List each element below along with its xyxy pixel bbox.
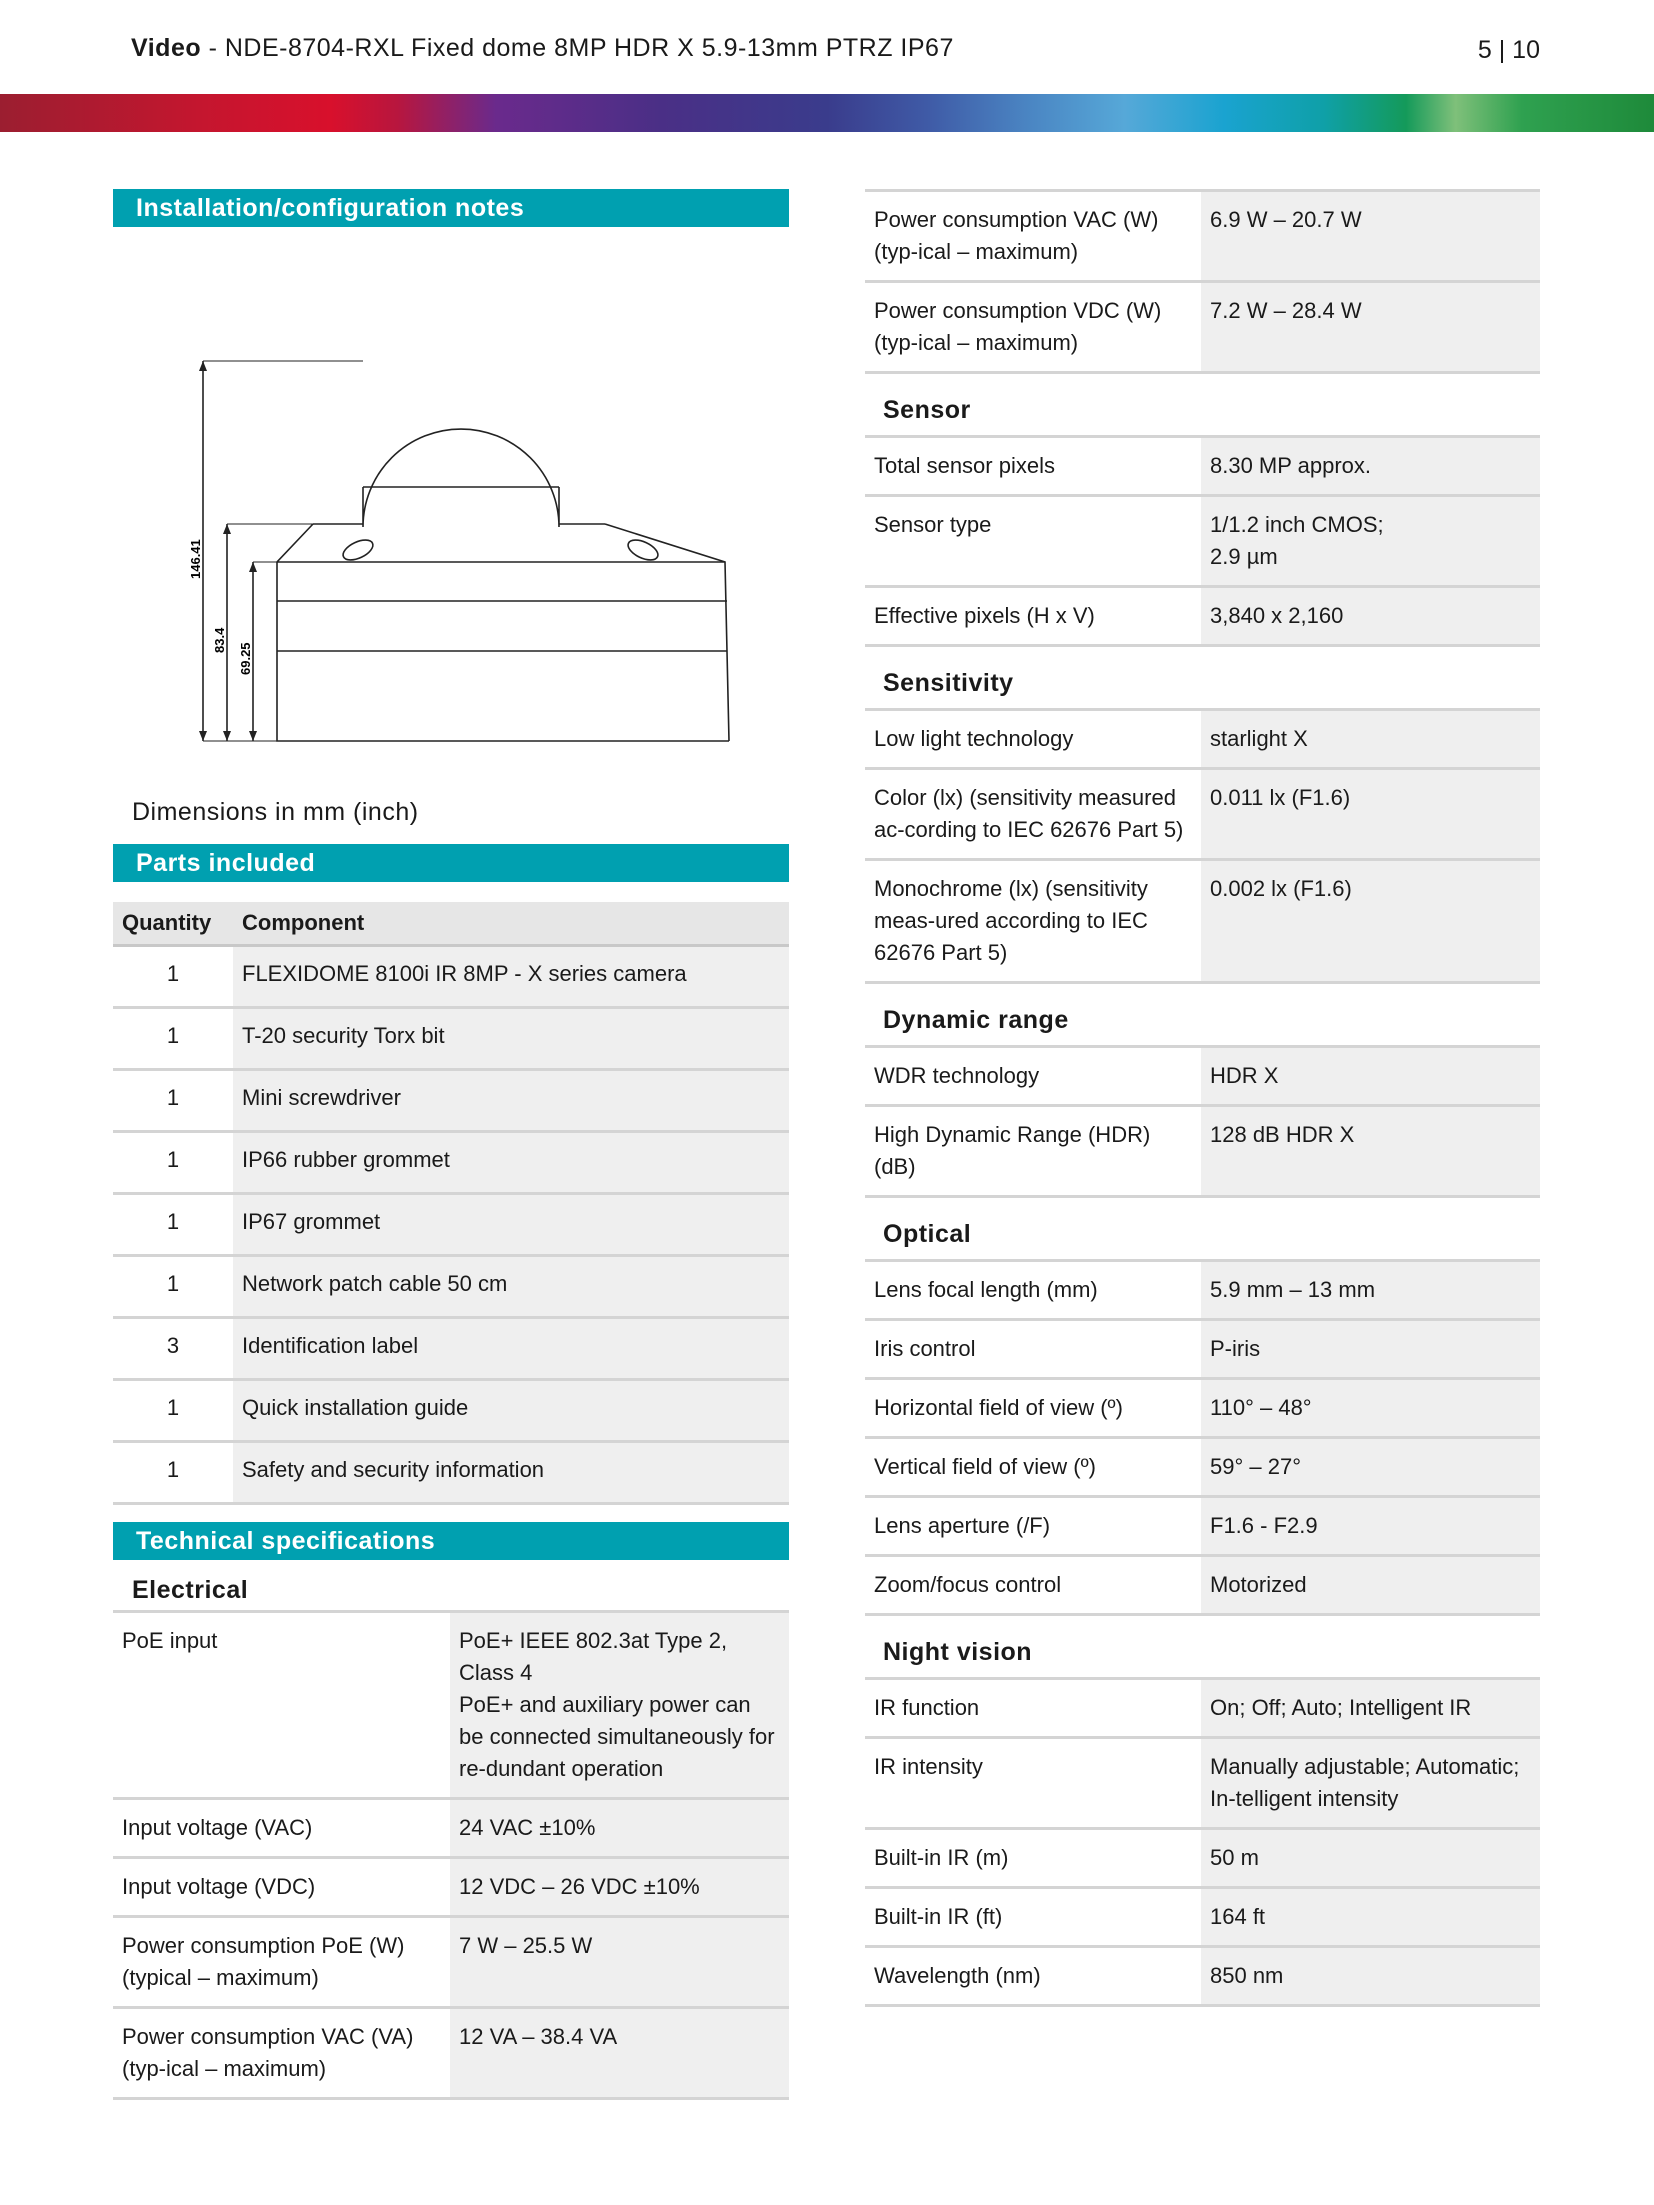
part-component: IP66 rubber grommet xyxy=(233,1132,789,1194)
spec-section-title: Sensitivity xyxy=(865,647,1540,711)
parts-row xyxy=(113,1132,789,1194)
spec-label: Horizontal field of view (º) xyxy=(865,1379,1201,1438)
part-component: Identification label xyxy=(233,1318,789,1380)
spec-section-title: Night vision xyxy=(865,1616,1540,1680)
dim-label-base-height: 69.25 xyxy=(238,642,253,675)
spec-label: Low light technology xyxy=(865,711,1201,769)
part-component: Quick installation guide xyxy=(233,1380,789,1442)
page-header xyxy=(131,34,954,63)
spec-label: High Dynamic Range (HDR) (dB) xyxy=(865,1106,1201,1197)
part-component: Mini screwdriver xyxy=(233,1070,789,1132)
parts-row xyxy=(113,1256,789,1318)
spec-row xyxy=(865,438,1540,496)
spec-section-table xyxy=(865,711,1540,984)
spec-row xyxy=(865,1262,1540,1320)
parts-row xyxy=(113,1442,789,1504)
power-value: 7.2 W – 28.4 W xyxy=(1201,282,1540,373)
spec-value: F1.6 - F2.9 xyxy=(1201,1497,1540,1556)
power-table xyxy=(865,189,1540,374)
spec-row xyxy=(865,1497,1540,1556)
part-quantity: 1 xyxy=(113,1380,233,1442)
parts-header-row xyxy=(113,902,789,946)
spec-value: 59° – 27° xyxy=(1201,1438,1540,1497)
spec-section-table xyxy=(865,1048,1540,1198)
parts-row xyxy=(113,1070,789,1132)
electrical-value: 12 VA – 38.4 VA xyxy=(450,2008,789,2099)
spec-section-table xyxy=(865,438,1540,647)
spec-label: WDR technology xyxy=(865,1048,1201,1106)
electrical-value: PoE+ IEEE 802.3at Type 2, Class 4 PoE+ and auxiliary power can be connected simultaneously for re-dundant operation xyxy=(450,1613,789,1799)
spec-value: 8.30 MP approx. xyxy=(1201,438,1540,496)
part-quantity: 1 xyxy=(113,1256,233,1318)
spec-row xyxy=(865,711,1540,769)
header-title: - NDE-8704-RXL Fixed dome 8MP HDR X 5.9-13mm PTRZ IP67 xyxy=(201,34,954,62)
spec-label: Wavelength (nm) xyxy=(865,1947,1201,2006)
parts-row xyxy=(113,1318,789,1380)
spec-value: starlight X xyxy=(1201,711,1540,769)
parts-table xyxy=(113,902,789,1505)
parts-heading: Parts included xyxy=(113,844,789,882)
spec-row xyxy=(865,1556,1540,1615)
spec-value: 128 dB HDR X xyxy=(1201,1106,1540,1197)
right-column xyxy=(865,189,1540,2007)
part-quantity: 3 xyxy=(113,1318,233,1380)
spec-value: 0.002 lx (F1.6) xyxy=(1201,860,1540,983)
electrical-value: 7 W – 25.5 W xyxy=(450,1917,789,2008)
part-quantity: 1 xyxy=(113,1132,233,1194)
electrical-value: 12 VDC – 26 VDC ±10% xyxy=(450,1858,789,1917)
spec-label: Effective pixels (H x V) xyxy=(865,587,1201,646)
spec-label: Built-in IR (m) xyxy=(865,1829,1201,1888)
part-quantity: 1 xyxy=(113,946,233,1008)
spec-label: Built-in IR (ft) xyxy=(865,1888,1201,1947)
spec-section-table xyxy=(865,1262,1540,1616)
spec-section-title: Dynamic range xyxy=(865,984,1540,1048)
part-quantity: 1 xyxy=(113,1194,233,1256)
parts-row xyxy=(113,1380,789,1442)
spec-section-title: Sensor xyxy=(865,374,1540,438)
spec-row xyxy=(865,1680,1540,1738)
electrical-title: Electrical xyxy=(113,1560,789,1613)
camera-dimension-diagram xyxy=(113,227,789,787)
spec-value: 5.9 mm – 13 mm xyxy=(1201,1262,1540,1320)
power-row xyxy=(865,282,1540,373)
spec-value: On; Off; Auto; Intelligent IR xyxy=(1201,1680,1540,1738)
dimensions-caption: Dimensions in mm (inch) xyxy=(132,798,419,826)
header-section: Video xyxy=(131,34,202,62)
power-label: Power consumption VDC (W) (typ-ical – maximum) xyxy=(865,282,1201,373)
spec-row xyxy=(865,1947,1540,2006)
spec-row xyxy=(865,587,1540,646)
dimension-drawing xyxy=(113,227,789,787)
parts-row xyxy=(113,1008,789,1070)
left-column xyxy=(113,189,789,2100)
electrical-label: Power consumption PoE (W) (typical – maximum) xyxy=(113,1917,450,2008)
color-band xyxy=(0,94,1654,132)
spec-row xyxy=(865,1106,1540,1197)
page-number: 5 | 10 xyxy=(1477,36,1540,64)
installation-heading: Installation/configuration notes xyxy=(113,189,789,227)
spec-label: Lens focal length (mm) xyxy=(865,1262,1201,1320)
electrical-label: Input voltage (VAC) xyxy=(113,1799,450,1858)
spec-value: 1/1.2 inch CMOS; 2.9 µm xyxy=(1201,496,1540,587)
part-quantity: 1 xyxy=(113,1008,233,1070)
part-component: FLEXIDOME 8100i IR 8MP - X series camera xyxy=(233,946,789,1008)
part-quantity: 1 xyxy=(113,1442,233,1504)
spec-value: Manually adjustable; Automatic; In-telligent intensity xyxy=(1201,1738,1540,1829)
techspec-heading: Technical specifications xyxy=(113,1522,789,1560)
part-component: T-20 security Torx bit xyxy=(233,1008,789,1070)
electrical-value: 24 VAC ±10% xyxy=(450,1799,789,1858)
spec-label: Vertical field of view (º) xyxy=(865,1438,1201,1497)
spec-label: Iris control xyxy=(865,1320,1201,1379)
electrical-row xyxy=(113,1917,789,2008)
spec-label: IR function xyxy=(865,1680,1201,1738)
spec-label: Lens aperture (/F) xyxy=(865,1497,1201,1556)
spec-label: Zoom/focus control xyxy=(865,1556,1201,1615)
spec-value: HDR X xyxy=(1201,1048,1540,1106)
spec-row xyxy=(865,769,1540,860)
spec-row xyxy=(865,1829,1540,1888)
electrical-label: PoE input xyxy=(113,1613,450,1799)
spec-row xyxy=(865,860,1540,983)
spec-row xyxy=(865,1438,1540,1497)
spec-section-table xyxy=(865,1680,1540,2007)
electrical-row xyxy=(113,1799,789,1858)
spec-value: P-iris xyxy=(1201,1320,1540,1379)
electrical-table xyxy=(113,1613,789,2100)
electrical-row xyxy=(113,1613,789,1799)
part-quantity: 1 xyxy=(113,1070,233,1132)
power-value: 6.9 W – 20.7 W xyxy=(1201,191,1540,282)
spec-row xyxy=(865,1048,1540,1106)
col-quantity: Quantity xyxy=(113,902,233,946)
electrical-label: Power consumption VAC (VA) (typ-ical – maximum) xyxy=(113,2008,450,2099)
spec-section-title: Optical xyxy=(865,1198,1540,1262)
spec-row xyxy=(865,496,1540,587)
spec-row xyxy=(865,1888,1540,1947)
spec-value: 164 ft xyxy=(1201,1888,1540,1947)
spec-label: IR intensity xyxy=(865,1738,1201,1829)
power-label: Power consumption VAC (W) (typ-ical – maximum) xyxy=(865,191,1201,282)
parts-row xyxy=(113,1194,789,1256)
spec-value: Motorized xyxy=(1201,1556,1540,1615)
spec-row xyxy=(865,1738,1540,1829)
spec-label: Color (lx) (sensitivity measured ac-cording to IEC 62676 Part 5) xyxy=(865,769,1201,860)
spec-value: 0.011 lx (F1.6) xyxy=(1201,769,1540,860)
power-row xyxy=(865,191,1540,282)
spec-label: Monochrome (lx) (sensitivity meas-ured according to IEC 62676 Part 5) xyxy=(865,860,1201,983)
part-component: Network patch cable 50 cm xyxy=(233,1256,789,1318)
spec-value: 110° – 48° xyxy=(1201,1379,1540,1438)
spec-value: 3,840 x 2,160 xyxy=(1201,587,1540,646)
spec-value: 850 nm xyxy=(1201,1947,1540,2006)
parts-row xyxy=(113,946,789,1008)
spec-row xyxy=(865,1379,1540,1438)
spec-label: Total sensor pixels xyxy=(865,438,1201,496)
electrical-row xyxy=(113,1858,789,1917)
spec-label: Sensor type xyxy=(865,496,1201,587)
dim-label-body-height: 83.4 xyxy=(212,627,227,653)
electrical-row xyxy=(113,2008,789,2099)
part-component: IP67 grommet xyxy=(233,1194,789,1256)
electrical-label: Input voltage (VDC) xyxy=(113,1858,450,1917)
part-component: Safety and security information xyxy=(233,1442,789,1504)
spec-value: 50 m xyxy=(1201,1829,1540,1888)
spec-row xyxy=(865,1320,1540,1379)
dim-label-total-height: 146.41 xyxy=(188,539,203,579)
col-component: Component xyxy=(233,902,789,946)
